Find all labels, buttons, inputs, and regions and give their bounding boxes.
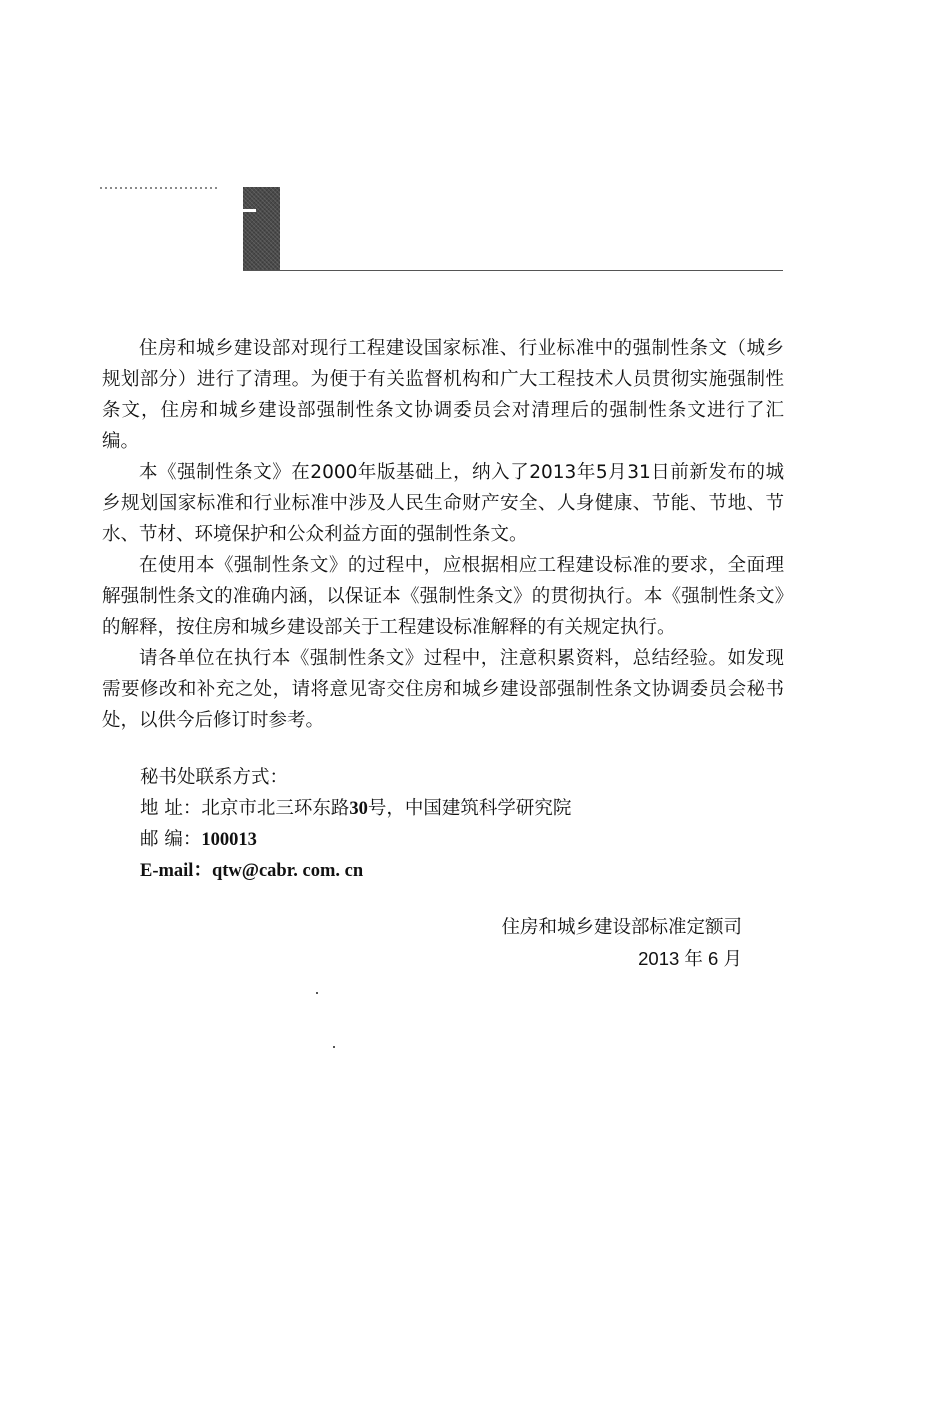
paragraph-3: 在使用本《强制性条文》的过程中，应根据相应工程建设标准的要求，全面理解强制性条文的准确内涵，以保证本《强制性条文》的贯彻执行。本《强制性条文》的解释，按住房和城乡建设部关于工程建设标准解释的有关规定执行。 xyxy=(102,555,784,638)
contact-postcode xyxy=(140,825,257,851)
signature-block xyxy=(501,912,742,974)
header-decoration-block xyxy=(243,187,280,271)
contact-title: 秘书处联系方式： xyxy=(140,767,289,788)
contact-email xyxy=(140,856,363,882)
postcode-label: 邮 编： xyxy=(140,829,202,850)
email-label: E-mail： xyxy=(140,861,212,881)
postcode-value: 100013 xyxy=(201,830,257,850)
paragraph-4: 请各单位在执行本《强制性条文》过程中，注意积累资料，总结经验。如发现需要修改和补充之处，请将意见寄交住房和城乡建设部强制性条文协调委员会秘书处，以供今后修订时参考。 xyxy=(102,648,784,731)
contact-address xyxy=(140,794,571,820)
scan-speck xyxy=(316,992,318,994)
signature-date: 2013 年 6 月 xyxy=(638,948,742,969)
preface-body xyxy=(102,333,784,736)
paragraph-2: 本《强制性条文》在2000年版基础上，纳入了2013年5月31日前新发布的城乡规划国家标准和行业标准中涉及人民生命财产安全、人身健康、节能、节地、节水、节材、环境保护和公众利益方面的强制性条文。 xyxy=(102,462,784,545)
address-suffix: 号，中国建筑科学研究院 xyxy=(367,798,572,819)
address-number: 30 xyxy=(349,799,368,819)
signature-org: 住房和城乡建设部标准定额司 xyxy=(501,917,742,938)
header-block-notch xyxy=(243,209,256,212)
header-rule xyxy=(243,270,783,271)
paragraph-1: 住房和城乡建设部对现行工程建设国家标准、行业标准中的强制性条文（城乡规划部分）进行了清理。为便于有关监督机构和广大工程技术人员贯彻实施强制性条文，住房和城乡建设部强制性条文协调委员会对清理后的强制性条文进行了汇编。 xyxy=(102,338,784,452)
email-value: qtw@cabr. com. cn xyxy=(211,861,364,881)
address-prefix: 北京市北三环东路 xyxy=(201,798,350,819)
address-label: 地 址： xyxy=(140,798,202,819)
scan-speck xyxy=(333,1046,335,1048)
header-dotted-rule xyxy=(100,187,220,189)
